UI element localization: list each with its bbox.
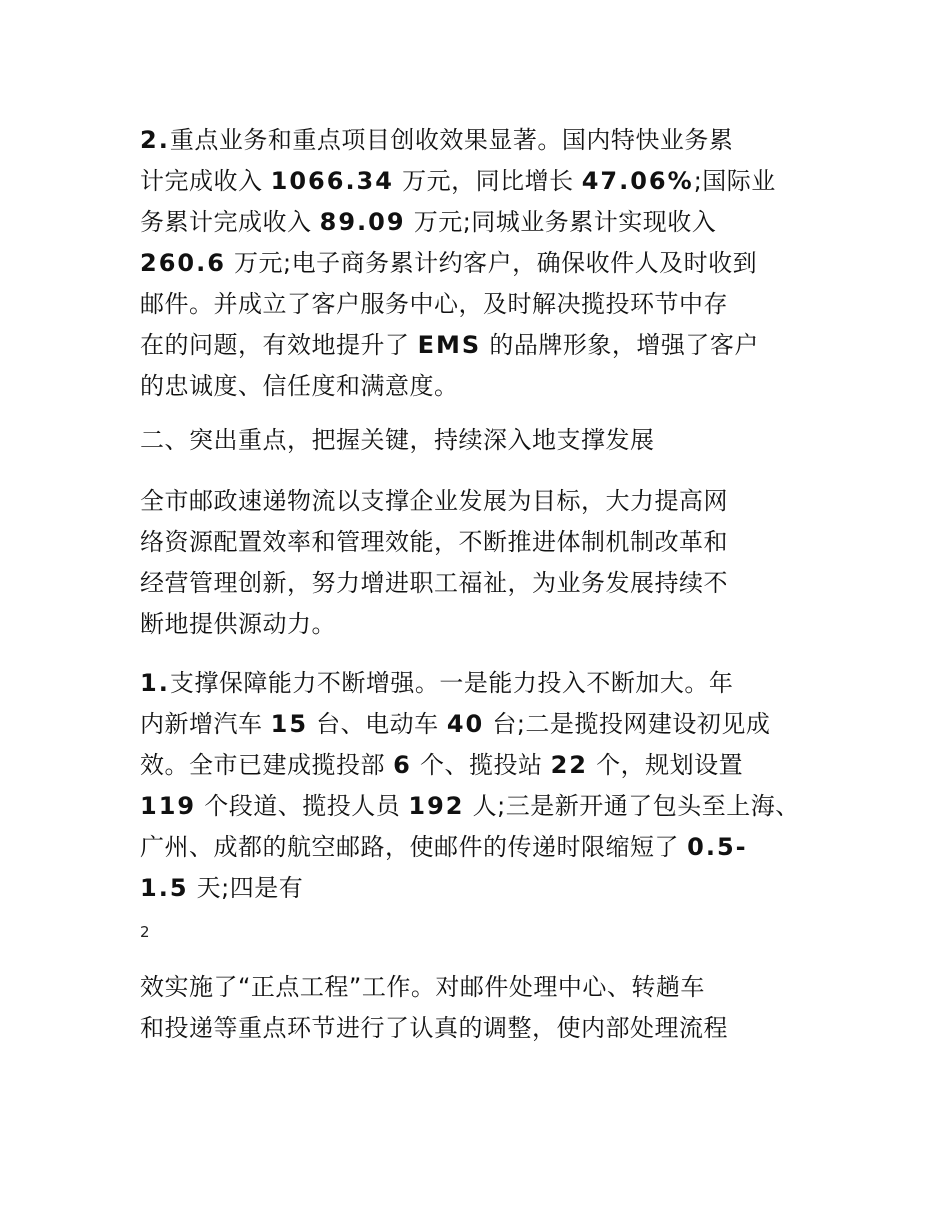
text-run: 个段道、揽投人员 [196, 792, 409, 820]
paragraph-support-capability [140, 663, 830, 909]
bold-number: 47.06% [581, 167, 694, 195]
bold-number: 260.6 [140, 249, 226, 277]
text-run: 二、突出重点，把握关键，持续深入地支撑发展 [140, 426, 655, 454]
text-line [140, 284, 830, 325]
paragraph-support-development [140, 481, 830, 645]
text-line [140, 827, 830, 868]
text-run: 邮件。并成立了客户服务中心，及时解决揽投环节中存 [140, 290, 728, 318]
text-line [140, 420, 830, 461]
text-run: 个、揽投站 [411, 751, 551, 779]
text-line [140, 663, 830, 704]
text-run: 和投递等重点环节进行了认真的调整，使内部处理流程 [140, 1014, 728, 1042]
text-run: 全市邮政速递物流以支撑企业发展为目标，大力提高网 [140, 487, 728, 515]
page-number: 2 [140, 923, 150, 941]
text-line [140, 161, 830, 202]
bold-number: 15 [270, 710, 309, 738]
text-run: 台、电动车 [308, 710, 447, 738]
text-run: 的品牌形象，增强了客户 [481, 331, 759, 359]
paragraph-key-business [140, 120, 830, 407]
text-line [140, 243, 830, 284]
text-run: 经营管理创新，努力增进职工福祉，为业务发展持续不 [140, 569, 728, 597]
text-run: 效。全市已建成揽投部 [140, 751, 394, 779]
text-run: 务累计完成收入 [140, 208, 320, 236]
bold-number: 22 [550, 751, 589, 779]
text-run: 效实施了“正点工程”工作。对邮件处理中心、转趟车 [140, 973, 705, 1001]
text-run: 万元;电子商务累计约客户，确保收件人及时收到 [225, 249, 758, 277]
bold-number: 6 [393, 751, 412, 779]
bold-number: 192 [408, 792, 465, 820]
text-run: 万元;同城业务累计实现收入 [405, 208, 717, 236]
text-line [140, 481, 830, 522]
bold-number: 1.5 [140, 874, 189, 902]
text-run: 断地提供源动力。 [140, 610, 336, 638]
text-run: 台;二是揽投网建设初见成 [484, 710, 771, 738]
bold-number: 119 [140, 792, 197, 820]
bold-number: 89.09 [319, 208, 406, 236]
text-line [140, 786, 830, 827]
text-line [140, 1008, 830, 1049]
bold-number: 2. [140, 126, 170, 154]
text-run: 个，规划设置 [588, 751, 744, 779]
text-run: ;国际业 [693, 167, 776, 195]
text-run: 内新增汽车 [140, 710, 271, 738]
text-line [140, 522, 830, 563]
text-run: 在的问题，有效地提升了 [140, 331, 418, 359]
text-line [140, 745, 830, 786]
text-run: 计完成收入 [140, 167, 271, 195]
text-run: 支撑保障能力不断增强。一是能力投入不断加大。年 [169, 669, 734, 697]
text-line [140, 120, 830, 161]
bold-number: 0.5- [687, 833, 748, 861]
text-line [140, 366, 830, 407]
text-line [140, 563, 830, 604]
bold-number: 1066.34 [270, 167, 394, 195]
text-run: 广州、成都的航空邮路，使邮件的传递时限缩短了 [140, 833, 688, 861]
text-run: 络资源配置效率和管理效能，不断推进体制机制改革和 [140, 528, 728, 556]
bold-number: 40 [446, 710, 485, 738]
text-line [140, 325, 830, 366]
text-line [140, 868, 830, 909]
text-line [140, 704, 830, 745]
text-run: 天;四是有 [188, 874, 304, 902]
text-run: 重点业务和重点项目创收效果显著。国内特快业务累 [169, 126, 734, 154]
bold-number: 1. [140, 669, 170, 697]
text-line [140, 202, 830, 243]
text-run: 万元，同比增长 [393, 167, 582, 195]
text-line [140, 967, 830, 1008]
bold-number: EMS [417, 331, 482, 359]
text-run: 人;三是新开通了包头至上海、 [464, 792, 800, 820]
section-heading-two [140, 420, 830, 461]
text-line [140, 604, 830, 645]
text-run: 的忠诚度、信任度和满意度。 [140, 372, 459, 400]
paragraph-on-time-project [140, 967, 830, 1049]
